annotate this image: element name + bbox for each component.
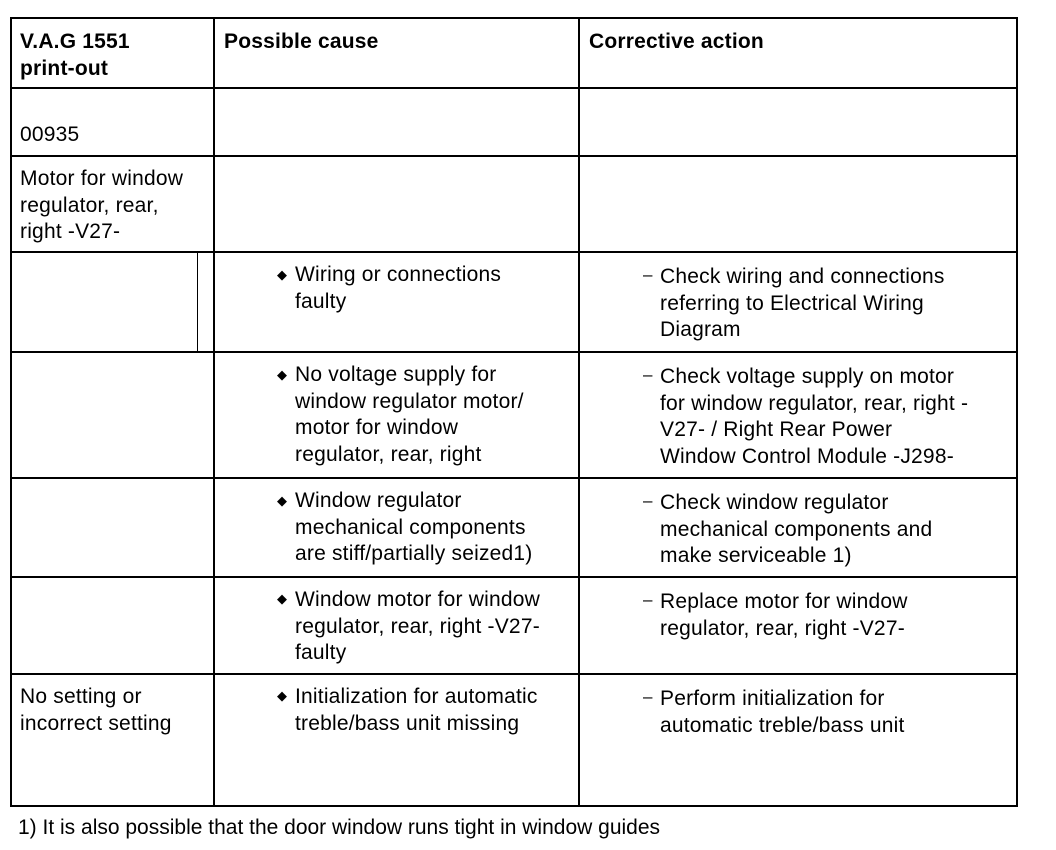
row-rule-5: [10, 576, 1018, 578]
footnote: 1) It is also possible that the door window runs tight in window guides: [18, 816, 661, 839]
row-rule-2: [10, 251, 1018, 253]
border-left: [10, 17, 12, 807]
action-text: Check voltage supply on motor for window regulator, rear, right - V27- / Right Rear Power Window Control Module -J298-: [660, 365, 969, 468]
cause-text: Wiring or connections faulty: [295, 263, 502, 313]
dash-icon: –: [643, 491, 653, 510]
bullet-icon: ◆: [277, 688, 287, 703]
bullet-icon: ◆: [277, 493, 287, 508]
border-bottom: [10, 805, 1018, 807]
header-possible-cause: Possible cause: [224, 30, 379, 53]
bullet-icon: ◆: [277, 367, 287, 382]
dash-icon: –: [643, 687, 653, 706]
action-text: Check wiring and connections referring to Electrical Wiring Diagram: [660, 265, 945, 341]
row-rule-3: [10, 351, 1018, 353]
header-printout: V.A.G 1551 print-out: [20, 30, 130, 80]
action-text: Perform initialization for automatic treble/bass unit: [660, 687, 905, 737]
printout-setting: No setting or incorrect setting: [20, 685, 172, 735]
action-text: Check window regulator mechanical components and make serviceable 1): [660, 491, 933, 567]
border-right: [1016, 17, 1018, 807]
column-divider-2: [578, 17, 580, 807]
cause-text: Window regulator mechanical components are stiff/partially seized1): [295, 489, 533, 565]
row-rule-6: [10, 673, 1018, 675]
row-rule-4: [10, 477, 1018, 479]
fault-code: 00935: [20, 123, 80, 146]
dash-icon: –: [643, 590, 653, 609]
border-top: [10, 17, 1018, 19]
cause-text: No voltage supply for window regulator motor/ motor for window regulator, rear, right: [295, 363, 524, 466]
cause-text: Initialization for automatic treble/bass unit missing: [295, 685, 538, 735]
dash-icon: –: [643, 265, 653, 284]
header-rule: [10, 87, 1018, 89]
action-text: Replace motor for window regulator, rear, right -V27-: [660, 590, 908, 640]
column-divider-1: [213, 17, 215, 807]
dash-icon: –: [643, 365, 653, 384]
bullet-icon: ◆: [277, 591, 287, 606]
inner-divider: [197, 253, 198, 352]
bullet-icon: ◆: [277, 267, 287, 282]
header-corrective-action: Corrective action: [589, 30, 764, 53]
row-rule-1: [10, 155, 1018, 157]
component-name: Motor for window regulator, rear, right -V27-: [20, 167, 184, 243]
cause-text: Window motor for window regulator, rear, right -V27- faulty: [295, 588, 541, 664]
